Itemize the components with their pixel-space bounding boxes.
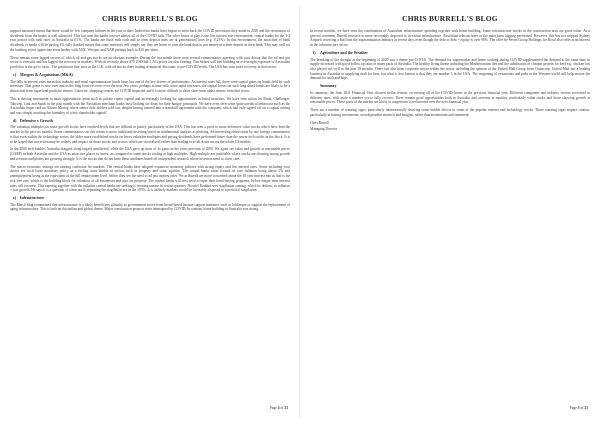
section-number: e) bbox=[13, 196, 17, 201]
blog-title: CHRIS BURRELL'S BLOG bbox=[402, 14, 498, 23]
section-heading-text: Defensive v Growth bbox=[20, 118, 53, 123]
total-page-number: 25 bbox=[584, 406, 588, 410]
section-heading bbox=[310, 84, 590, 88]
section-number: f) bbox=[313, 51, 316, 55]
page-footer bbox=[270, 406, 288, 410]
page-content bbox=[310, 29, 590, 132]
body-paragraph: The macro-economic settings are causing confusion for markets. The central banks have adopted expansive monetary policies with strong equity and low interest rates. Some including your doctor see such loose monetary policy as a fueling asset bubble in sectors such as property and some equities. The central banks seem fixated on core inflation being above 2% and unemployment being at the equivalent of the full employment level, before they see the need to ad just interest rates. We at Burrell are more concerned about the 10 year interest rate as that is the risk free rate, which is the building block for valuation of all businesses and also for property. The central banks will first need to taper their bond buying programs, before longer term interest rates will increase. This tapering together with the inflation central banks are seeking is creating unease in certain quarters. Nouriel Roubini sees stagflation coming, which he defines, as inflation + low growth. He says it is a question of when not if, repeating the stagflation era in the 1970s. It is unlikely markets would be favorably disposed to a period of stagflation. bbox=[10, 164, 290, 193]
section-heading-text: Infrastructure bbox=[20, 196, 44, 201]
body-paragraph: This is driving investment to more opportunistic areas such as private equity capital and increasingly looking for opportunities in listed securities. We have seen action for Boral, Challenger, Tabcorp, Link and Spark in the past month with the Australian merchant banks busy looking for deals for their hungry principals. We have even seen some quite unethical behaviour such as the Australian Super raid on Altium Mining where senior debt holders sold out, despite having entered into a standstill agreement with the company, which had only signed off on a capital raising and was simply awaiting the formality of a key shareholder signoff. bbox=[10, 96, 290, 115]
section-heading-text: Mergers & Acquisitions (M&A) bbox=[20, 73, 73, 77]
section-heading-text: Summary bbox=[320, 84, 337, 89]
current-page-number: 4 bbox=[277, 406, 280, 410]
section-number: c) bbox=[13, 73, 17, 77]
page-label: Page bbox=[269, 406, 277, 410]
section-heading bbox=[10, 73, 290, 77]
page-of-label: of bbox=[580, 406, 584, 410]
body-paragraph: In summary, the June 2021 Financial Year showed stellar returns; recovering all of the COVID losses in the previous financial year. Different companies and industry sectors recovered at different rates, with quite a number yet to fully recover. There remain good opportunities both in Australia and overseas in equities; particularly value stocks and those showing growth at reasonable prices. These parts of the market are likely to outperform fixed interest over the next financial year. bbox=[310, 90, 590, 105]
body-paragraph: The March blog commented that infrastructure is a likely beneficiary globally as governments move from broad-based income support measures such as Jobkeeper to support the replacement of aging infrastructure. This is both an Australian and global theme. Major construction projects were interrupted by COVID. In contrast home building in Australia was strong. bbox=[10, 202, 290, 212]
signature-line: Managing Director bbox=[310, 127, 338, 132]
body-paragraph: There are a number of warning signs, particularly internationally showing some bubble effects in some of the popular internet and technology stocks. These warning signs require caution, particularly in having investments on independent research and insights, rather than momentum and sentiment. bbox=[310, 108, 590, 117]
section-heading bbox=[10, 196, 290, 200]
section-number: d) bbox=[13, 118, 17, 123]
section-heading bbox=[310, 51, 590, 55]
page-5 bbox=[300, 0, 600, 424]
current-page-number: 5 bbox=[577, 406, 580, 410]
body-paragraph: support measures meant that there would be few company failures in the year to date. Indeed the banks have begun to write back the COVID provisions they made in 2020 and the restoration of dividends from the banks is well advanced. This has seen the banks recover almost all of the COVID falls. The other factor at play is the low interest rate environment; central banks for the 1-3 year period with cash rates in Australia at 0.1%. The banks are flush with cash and so term deposit rates are at generational lows (e.g. 0.25%). In this environment, the attraction of bank dividends or banks will be paying 4% fully franked means that some investors will simply say they are better to own the bank than to put money in a term deposit in their bank. This may well set the banking sector appreciate even further with ANZ, Westpac and NAB perhaps back to $30 per share. bbox=[10, 29, 290, 52]
blog-title: CHRIS BURRELL'S BLOG bbox=[102, 14, 198, 23]
body-paragraph: These remain some lagged sectors of which oil and gas stocks are an obvious example. During the last month there were several commentaries agreeing with your doctor that the oil and gas sector is oversold and has lagged the recovery in markets. With oil recently above $70 USD/bbl, LNG prices are also firming. Tim Stokes will feel building an overweight exposure to Australian portfolios is the go-to tactic. The position in line-wise in the U.K. with oil stocks there trading at material discounts to pre-COVID levels. The USA has seen more recovery in that sector. bbox=[10, 55, 290, 70]
signature-line: Chris Burrell bbox=[310, 120, 329, 125]
page-of-label: of bbox=[280, 406, 284, 410]
body-paragraph: In the 2000 tech-bubble, Australia dragged along largely unaffected, while the USA gave up most of its gains in the years previous to 2000. We again see value and growth at reasonable prices (GARP) in both Australia and the USA as attractive places to invest, as compared to some stocks trading at high multiples. High multiple are justifiable where stocks are showing strong growth and revenue and profits are growing strongly. It is the stocks that do not have these attributes based off independent research where investors need to show care. bbox=[10, 147, 290, 161]
section-heading bbox=[10, 119, 290, 123]
body-paragraph: The breaking of the drought at the beginning of 2020 was a theme pre-COVID. The demand for supermarket and home cooking during COVID supplemented the demand at the same time as supply increased with good follow up rains in many parts of Australia. The healthy living theme including the Mediterranean diet and the substitution of cheaper protein for beef e.g. chicken has also played out well in the past 18 months. There has also been corporate action within the sector including the spinout of the United Malt Group from Graincorp. United Malt has a leading business in Australia in supplying malt for beer, but what is less known is that they are number 3 in the USA. The reopening of restaurants and pubs in the Western world will help restore the demand for malt and hops. bbox=[310, 57, 590, 81]
section-heading-text: Agriculture and the Weather bbox=[320, 51, 368, 55]
page-label: Page bbox=[569, 406, 577, 410]
body-paragraph: In recent months, we have seen the combination of Australian infrastructure spending together with home building. Some infrastructure stocks in the construction area are good value. As a general comment, Burrell research is more favourably disposed to in-vision infrastructure. Australian telecom have in the main been lagging performed. However, this has not stopped Sydney Airports receiving a bid from the superannuation industry in recent days even though the debt to debt + equity is over 90%. The offer by Seven Group Holdings for Boral also reflects an interest in the infrastructure sector. bbox=[310, 29, 590, 48]
body-paragraph: The falls in interest rates mean that industry and retail superannuation funds have lost one of the key drivers of performance. As interest rates fall, there were capital gains on bonds held by such investors. That game is now over and as the long bond recovers over the next few years, perhaps at time with some rapid increases, the capital losses on such long dated bonds are likely to be a distraction from superfund portfolio returns. Likewise, shopping centres are COVID impacted and it is more difficult to drive short-term alpha returns from that sector. bbox=[10, 79, 290, 93]
body-paragraph: The valuation multiples on some growth stocks have reached levels that are difficult to justify, particularly in the USA. This has seen a pivot to more defensive value stocks which have lead the market in the past six months. Some commentators see this return to more traditional investing based on fundamental analysis as pleasing. An interesting observation by one foreign commentator is that even within the technology sector, the older more established stocks on lower valuation multiples and paying dividends have performed better than the newer tech stocks in the block. It is to be hoped that correction may be orderly and impact on those stocks and sectors which are overvalued, rather than leading to a sell down across the whole US market. bbox=[10, 125, 290, 144]
total-page-number: 25 bbox=[284, 406, 288, 410]
page-footer bbox=[570, 406, 588, 410]
page-content bbox=[10, 29, 290, 212]
